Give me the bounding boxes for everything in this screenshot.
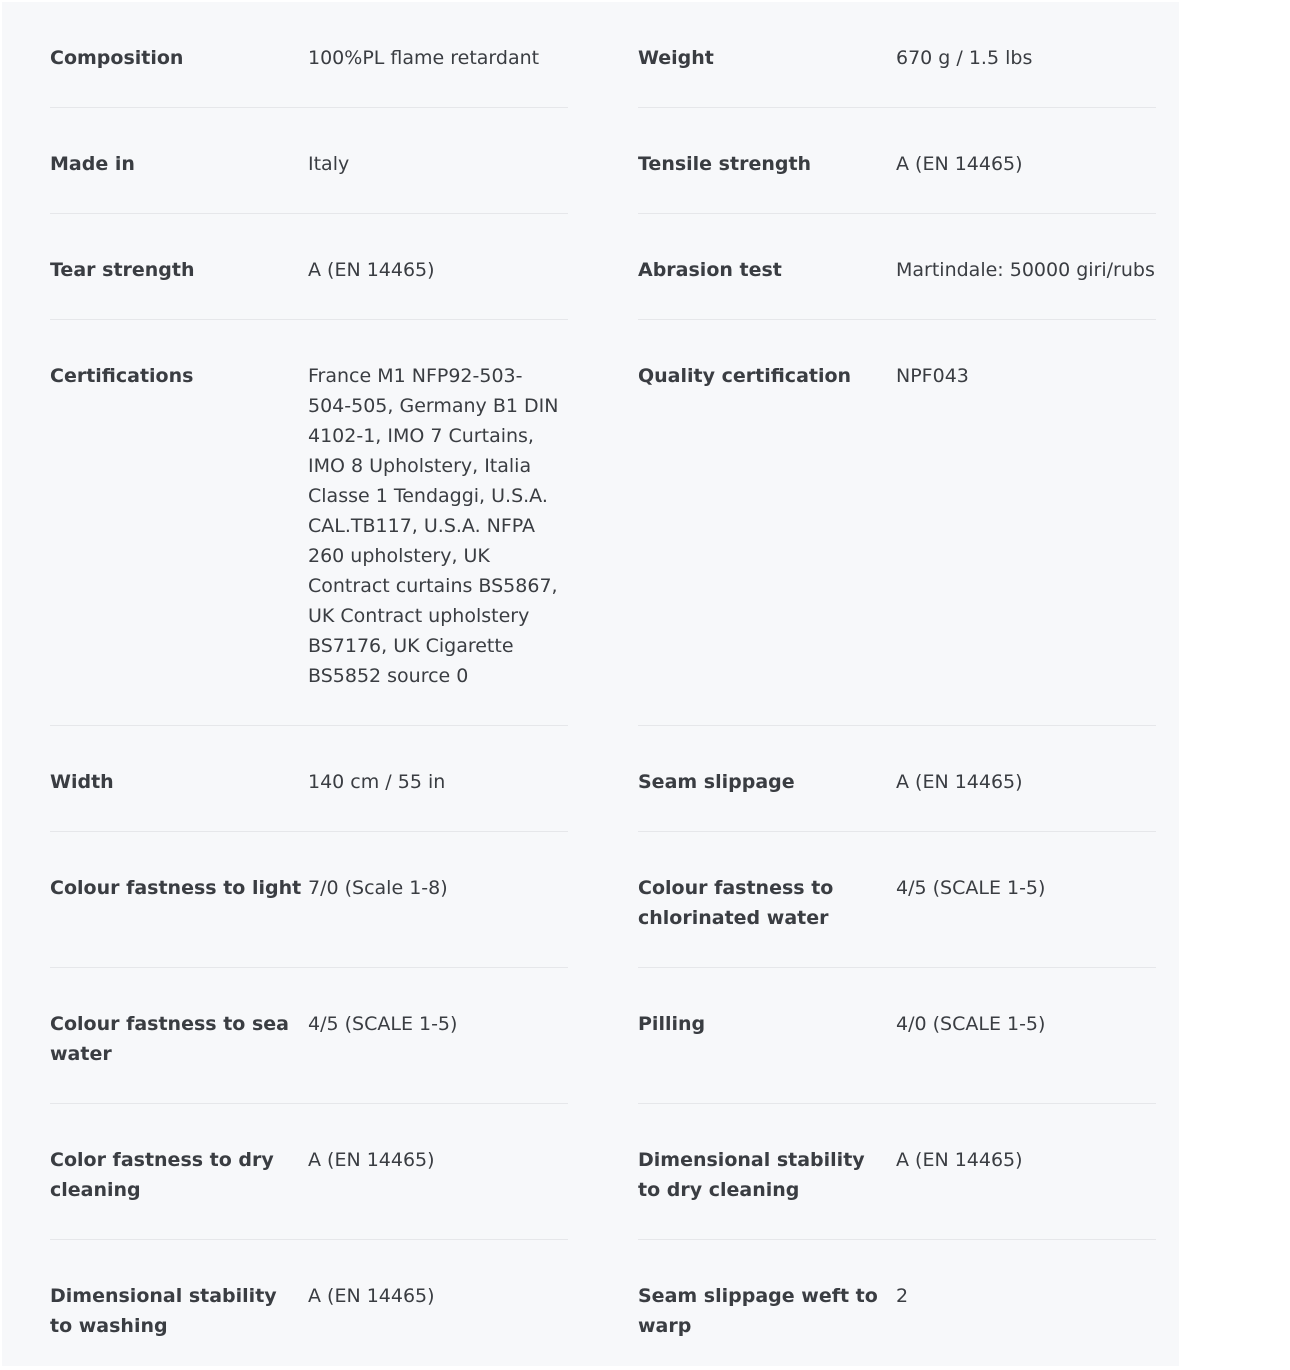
spec-value: A (EN 14465)	[896, 1149, 1023, 1171]
spec-label: Colour fastness to sea water	[50, 1013, 289, 1065]
spec-value: 4/5 (SCALE 1-5)	[896, 877, 1046, 899]
spec-row	[638, 968, 1156, 1104]
spec-value: Italy	[308, 153, 350, 175]
spec-label: Weight	[638, 47, 714, 69]
spec-row	[638, 108, 1156, 214]
spec-value: 140 cm / 55 in	[308, 771, 446, 793]
spec-value: A (EN 14465)	[308, 1285, 435, 1307]
spec-column-right	[638, 2, 1156, 1370]
spec-value: France M1 NFP92-503- 504-505, Germany B1 DIN 4102-1, IMO 7 Curtains, IMO 8 Upholstery, Italia Classe 1 Tendaggi, U.S.A. CAL.TB117, U.S.A. NFPA 260 upholstery, UK Contract curtains BS5867, UK Contract upholstery BS7176, UK Cigarette BS5852 source 0	[308, 365, 559, 687]
spec-label: Abrasion test	[638, 259, 782, 281]
spec-row	[50, 2, 568, 108]
spec-row	[50, 1240, 568, 1370]
spec-value: 4/0 (SCALE 1-5)	[896, 1013, 1046, 1035]
spec-row	[50, 320, 568, 726]
spec-label: Seam slippage	[638, 771, 795, 793]
spec-label: Color fastness to dry cleaning	[50, 1149, 274, 1201]
spec-label: Tensile strength	[638, 153, 812, 175]
spec-value: A (EN 14465)	[308, 259, 435, 281]
spec-row	[638, 726, 1156, 832]
spec-label: Certifications	[50, 365, 194, 387]
spec-row	[638, 320, 1156, 726]
spec-label: Pilling	[638, 1013, 706, 1035]
spec-label: Quality certification	[638, 365, 852, 387]
spec-label: Colour fastness to light	[50, 877, 302, 899]
spec-label: Made in	[50, 153, 135, 175]
spec-value: NPF043	[896, 365, 969, 387]
spec-value: 2	[896, 1285, 909, 1307]
spec-value: Martindale: 50000 giri/rubs	[896, 259, 1155, 281]
spec-value: A (EN 14465)	[896, 153, 1023, 175]
spec-row	[638, 2, 1156, 108]
spec-row	[638, 214, 1156, 320]
spec-table	[2, 2, 1179, 1366]
spec-label: Seam slippage weft to warp	[638, 1285, 878, 1337]
spec-label: Composition	[50, 47, 184, 69]
spec-row	[50, 1104, 568, 1240]
spec-row	[50, 108, 568, 214]
spec-label: Dimensional stability to dry cleaning	[638, 1149, 865, 1201]
spec-row	[50, 968, 568, 1104]
spec-label: Dimensional stability to washing	[50, 1285, 277, 1337]
spec-column-left	[50, 2, 568, 1370]
spec-row	[638, 1240, 1156, 1370]
spec-label: Tear strength	[50, 259, 195, 281]
spec-row	[638, 1104, 1156, 1240]
spec-value: A (EN 14465)	[308, 1149, 435, 1171]
spec-value: 100%PL flame retardant	[308, 47, 540, 69]
spec-value: A (EN 14465)	[896, 771, 1023, 793]
spec-value: 4/5 (SCALE 1-5)	[308, 1013, 458, 1035]
spec-row	[50, 726, 568, 832]
spec-label: Colour fastness to chlorinated water	[638, 877, 834, 929]
spec-value: 670 g / 1.5 lbs	[896, 47, 1033, 69]
spec-label: Width	[50, 771, 114, 793]
spec-row	[50, 832, 568, 968]
spec-row	[638, 832, 1156, 968]
spec-row	[50, 214, 568, 320]
spec-value: 7/0 (Scale 1-8)	[308, 877, 448, 899]
